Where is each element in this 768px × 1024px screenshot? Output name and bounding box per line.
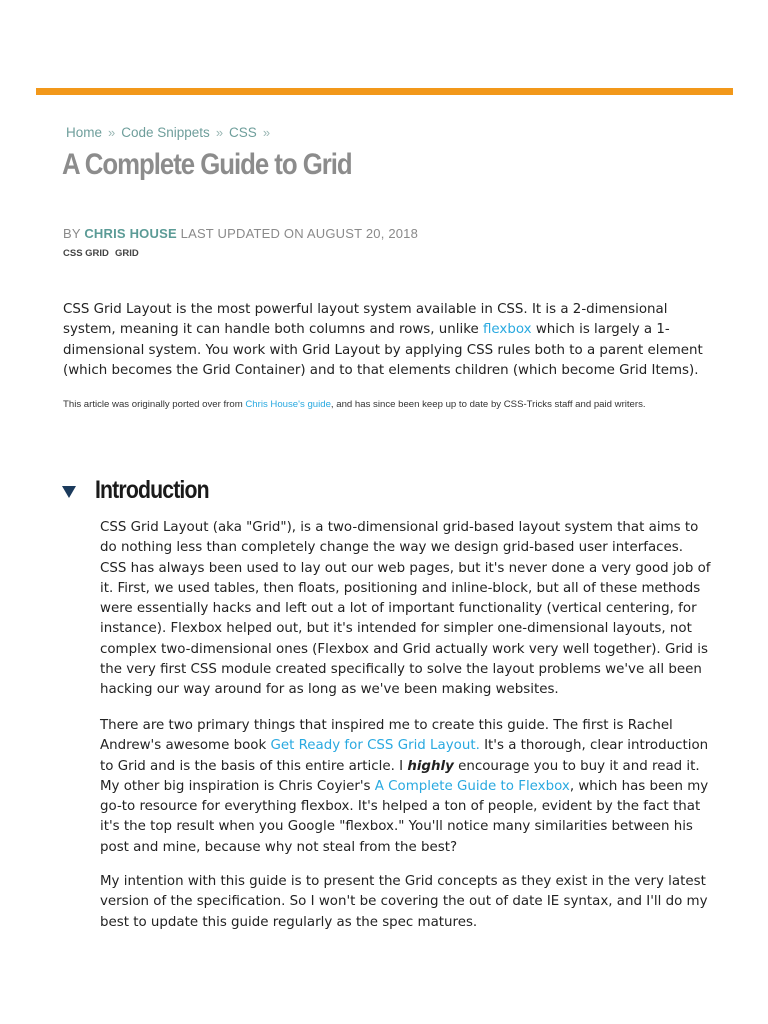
page-title: A Complete Guide to Grid — [62, 148, 352, 181]
intro-text: encourage you to buy it and read it. My other big inspiration is Chris Coyier's — [100, 758, 700, 794]
intro-text: , which has been my go-to resource for everything flexbox. It's helped a ton of people, evident by the fact that it's the top result when you Google "flexbox." You'll notice many similarities between his post and mine, because why not steal from the best? — [100, 778, 709, 855]
byline — [63, 226, 418, 241]
breadcrumb-home-link[interactable]: Home — [66, 125, 103, 140]
intro-text: There are two primary things that inspired me to create this guide. The first is Rachel Andrew's awesome book — [100, 718, 673, 754]
lead-text: which is largely a 1-dimensional system. You work with Grid Layout by applying CSS rules both to a parent element (which becomes the Grid Container) and to that elements children (which become Grid Items). — [63, 322, 703, 378]
breadcrumb-code-snippets-link[interactable]: Code Snippets — [121, 125, 210, 140]
updated-date: LAST UPDATED ON AUGUST 20, 2018 — [180, 226, 419, 241]
breadcrumb-separator: » — [262, 125, 271, 140]
origin-note — [63, 395, 703, 416]
intro-paragraph-1 — [100, 518, 712, 701]
chris-house-guide-link[interactable]: Chris House's guide — [245, 399, 331, 410]
lead-text: CSS Grid Layout is the most powerful layout system available in CSS. It is a 2-dimensional system, meaning it can handle both columns and rows, unlike — [63, 302, 668, 338]
triangle-down-icon[interactable] — [62, 486, 76, 498]
note-text: , and has since been keep up to date by CSS-Tricks staff and paid writers. — [330, 399, 646, 410]
note-text: This article was originally ported over from — [63, 399, 246, 410]
intro-paragraph-3 — [100, 872, 712, 933]
lead-paragraph — [63, 300, 713, 381]
author-link[interactable]: CHRIS HOUSE — [84, 226, 177, 241]
tag-css-grid[interactable]: CSS GRID — [63, 248, 109, 259]
tag-grid[interactable]: GRID — [114, 248, 139, 259]
intro-text: My intention with this guide is to present the Grid concepts as they exist in the very latest version of the specification. So I won't be covering the out of date IE syntax, and I'll do my best to update this guide regularly as the spec matures. — [100, 874, 708, 930]
intro-text: CSS Grid Layout (aka "Grid"), is a two-dimensional grid-based layout system that aims to do nothing less than completely change the way we design grid-based user interfaces. CSS has always been used to lay out our web pages, but it's never done a very good job of it. First, we used tables, then floats, positioning and inline-block, but all of these methods were essentially hacks and left out a lot of important functionality (vertical centering, for instance). Flexbox helped out, but it's intended for simpler one-dimensional layouts, not complex two-dimensional ones (Flexbox and Grid actually work very well together). Grid is the very first CSS module created specifically to solve the layout problems we've all been hacking our way around for as long as we've been making websites. — [100, 520, 711, 698]
tag-list — [63, 248, 139, 259]
breadcrumb-css-link[interactable]: CSS — [229, 125, 257, 140]
breadcrumb-separator: » — [215, 125, 224, 140]
accent-top-bar — [36, 88, 733, 95]
get-ready-grid-book-link[interactable]: Get Ready for CSS Grid Layout. — [270, 738, 480, 754]
by-label: BY — [63, 226, 81, 241]
introduction-heading: Introduction — [95, 476, 209, 504]
flexbox-guide-link[interactable]: A Complete Guide to Flexbox — [374, 778, 570, 794]
intro-paragraph-2 — [100, 716, 712, 858]
flexbox-link[interactable]: flexbox — [483, 322, 532, 338]
emphasis-highly: highly — [407, 758, 454, 774]
introduction-section-toggle[interactable] — [62, 476, 229, 505]
breadcrumb — [66, 125, 270, 140]
breadcrumb-separator: » — [108, 125, 116, 140]
intro-text: It's a thorough, clear introduction to Grid and is the basis of this entire article. I — [100, 738, 709, 774]
